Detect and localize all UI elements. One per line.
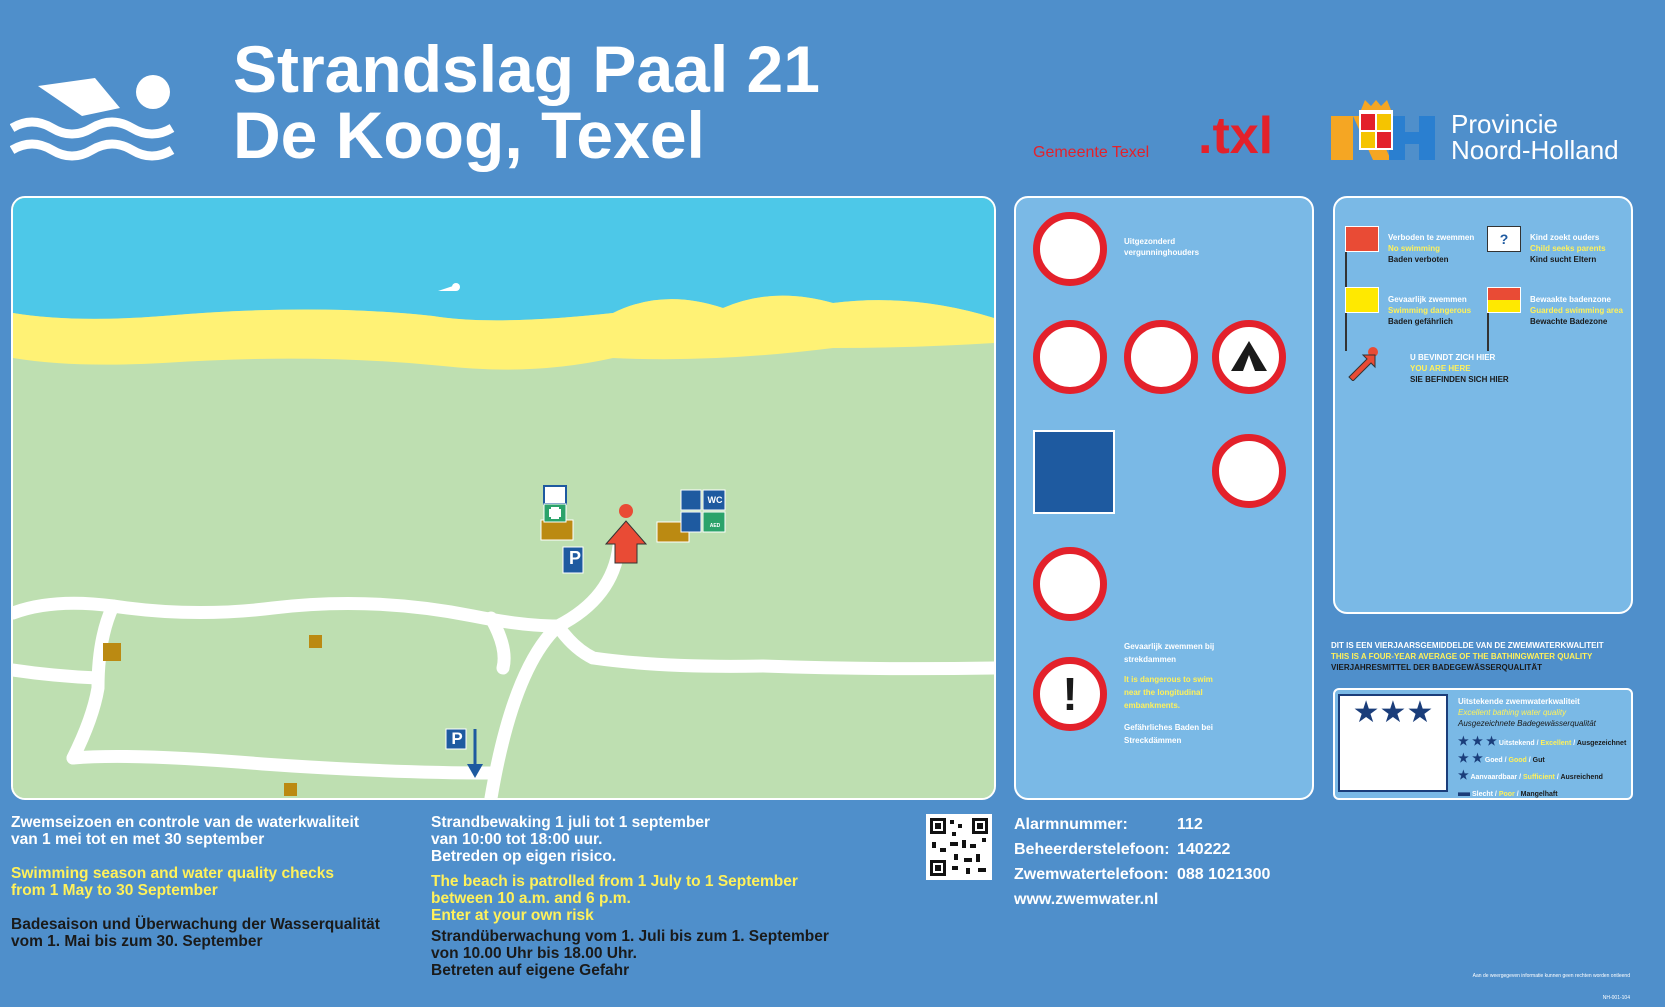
quality-rating: Uitstekende zwemwaterkwaliteit Excellent bathing water quality Ausgezeichnete Badegewässerqualität bbox=[1458, 697, 1596, 728]
contacts bbox=[1014, 812, 1270, 912]
no-camping-icon bbox=[1212, 320, 1286, 394]
contact-row: Beheerderstelefoon: 140222 bbox=[1014, 841, 1231, 858]
province-line-1: Provincie bbox=[1451, 109, 1558, 139]
legend-guarded: Bewaakte badenzone Guarded swimming area Bewachte Badezone bbox=[1530, 295, 1623, 326]
legend-yellow-flag: Gevaarlijk zwemmen Swimming dangerous Baden gefährlich bbox=[1388, 295, 1472, 326]
map-drawing bbox=[13, 198, 994, 798]
guarded-flag-icon bbox=[1487, 287, 1521, 351]
scale-row: ★ ★ ★ Uitstekend / Excellent / Ausgezeichnet bbox=[1458, 734, 1627, 748]
yellow-flag-icon bbox=[1345, 287, 1379, 351]
map-parking-icon-2: P bbox=[451, 729, 463, 748]
no-floats-icon bbox=[1033, 320, 1107, 394]
patrol-text: Strandbewaking 1 juli tot 1 september van 10:00 tot 18:00 uur. Betreden op eigen risico. The beach is patrolled from 1 July to 1 September between 10 a.m. and 6 p.m. Enter at your own risk Strandüberwachung vom 1. Juli bis zum 1. September von 10.00 Uhr bis 18.00 Uhr. Betreten auf eigene Gefahr bbox=[431, 814, 829, 979]
dogs-leash-icon bbox=[1033, 430, 1115, 514]
no-horses-icon bbox=[1033, 547, 1107, 621]
legend-red-flag: Verboden te zwemmen No swimming Baden verboten bbox=[1388, 233, 1475, 264]
beach-map bbox=[11, 196, 996, 800]
quality-scale bbox=[1458, 734, 1626, 802]
quality-swimmer-icon: ★★★ bbox=[1338, 694, 1448, 792]
province-name bbox=[1451, 111, 1619, 163]
red-flag-icon bbox=[1345, 226, 1379, 290]
legend-you-are-here: U BEVINDT ZICH HIER YOU ARE HERE SIE BEFINDEN SICH HIER bbox=[1410, 353, 1509, 384]
swimmer-logo-icon bbox=[10, 68, 175, 163]
province-logo-icon bbox=[1331, 100, 1441, 160]
no-boats-icon bbox=[1212, 434, 1286, 508]
contact-row: Alarmnummer: 112 bbox=[1014, 816, 1203, 833]
map-aed-icon: AED bbox=[709, 523, 721, 529]
scale-row: ▬ Slecht / Poor / Mangelhaft bbox=[1458, 785, 1558, 799]
danger-text-nl: Gevaarlijk zwemmen bij strekdammen bbox=[1124, 642, 1215, 664]
qr-code-icon[interactable] bbox=[926, 814, 992, 880]
danger-warning-icon: ! bbox=[1033, 657, 1107, 731]
contact-row: Zwemwatertelefoon: 088 1021300 bbox=[1014, 866, 1271, 883]
child-seeks-parents-icon: ? bbox=[1487, 226, 1521, 252]
province-line-2: Noord-Holland bbox=[1451, 135, 1619, 165]
danger-text-de: Gefährliches Baden bei Streckdämmen bbox=[1124, 723, 1213, 745]
legend-child: Kind zoekt ouders Child seeks parents Kind sucht Eltern bbox=[1530, 233, 1606, 264]
no-fire-icon bbox=[1124, 320, 1198, 394]
danger-text-en: It is dangerous to swim near the longitudinal embankments. bbox=[1124, 675, 1213, 710]
you-are-here-legend-icon bbox=[1345, 345, 1381, 386]
no-vehicles-icon bbox=[1033, 212, 1107, 286]
disclaimer: Aan de weergegeven informatie kunnen geen rechten worden ontleend bbox=[1472, 973, 1630, 979]
map-wc-icon: WC bbox=[707, 495, 723, 505]
title-line-2: De Koog, Texel bbox=[233, 98, 705, 172]
scale-row: ★ ★ Goed / Good / Gut bbox=[1458, 751, 1545, 765]
page-title bbox=[233, 32, 820, 172]
scale-row: ★ Aanvaardbaar / Sufficient / Ausreichend bbox=[1458, 768, 1603, 782]
map-parking-icon: P bbox=[568, 548, 581, 568]
sign-code: NH-001-104 bbox=[1602, 995, 1630, 1001]
gemeente-texel-label: Gemeente Texel bbox=[1033, 144, 1150, 161]
website-link[interactable]: www.zwemwater.nl bbox=[1014, 891, 1159, 908]
season-text: Zwemseizoen en controle van de waterkwaliteit van 1 mei tot en met 30 september Swimming season and water quality checks from 1 May to 30 September Badesaison und Überwachung der Wasserqualität vom 1. Mai bis zum 30. September bbox=[11, 814, 380, 950]
title-line-1: Strandslag Paal 21 bbox=[233, 32, 820, 106]
txl-logo: .txl bbox=[1198, 107, 1274, 165]
vehicles-exception-text: Uitgezonderd vergunninghouders bbox=[1124, 237, 1200, 257]
quality-average-text: DIT IS EEN VIERJAARSGEMIDDELDE VAN DE ZWEMWATERKWALITEIT THIS IS A FOUR-YEAR AVERAGE OF THE BATHINGWATER QUALITY VIERJAHRESMITTEL DER BADEGEWÄSSERQUALITÄT bbox=[1331, 641, 1604, 672]
